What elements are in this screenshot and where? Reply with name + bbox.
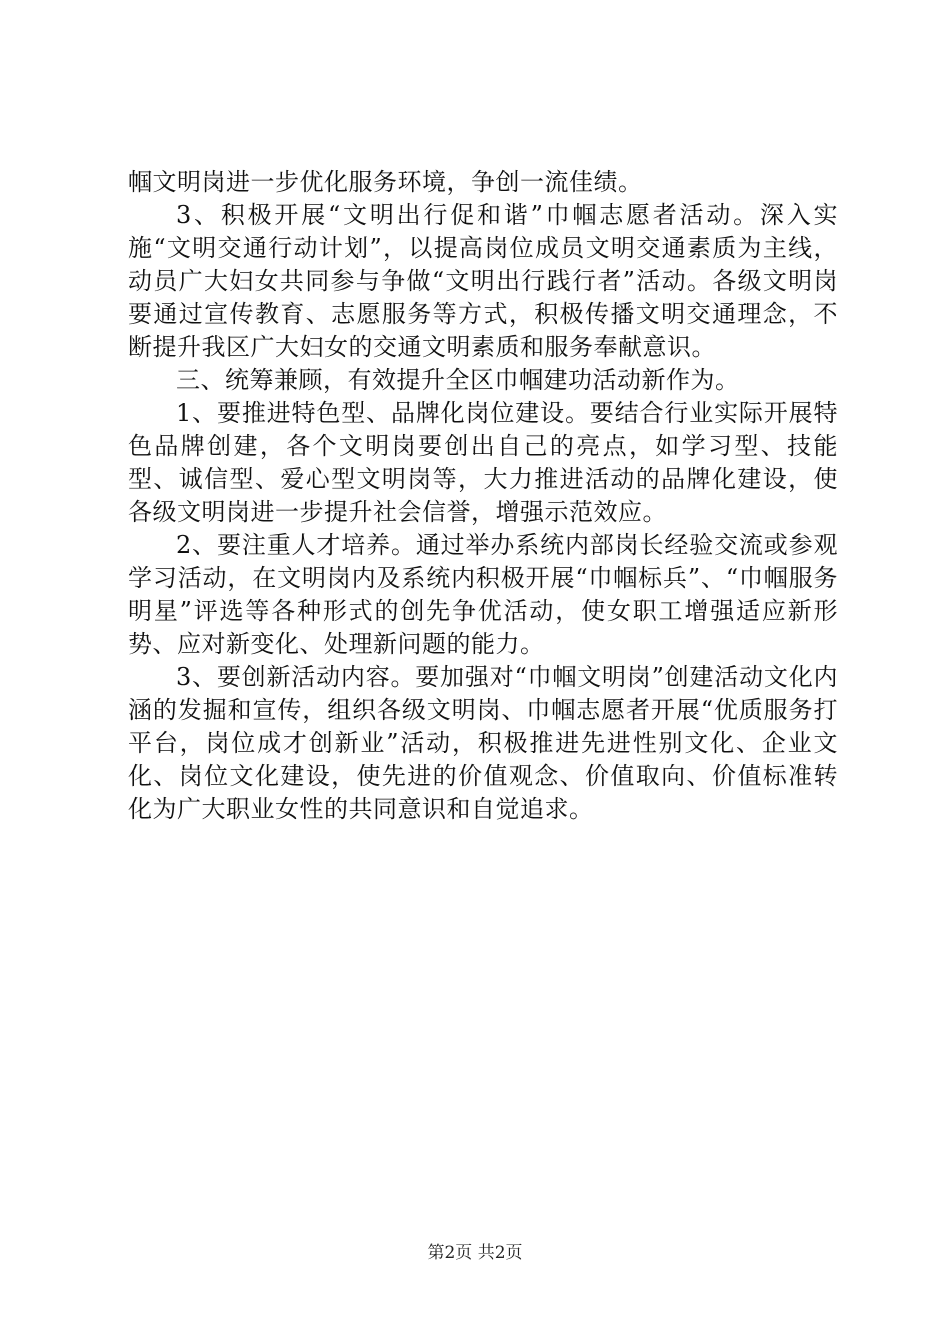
- page-footer: 第2页 共2页: [427, 1243, 523, 1263]
- paragraph-1: 帼文明岗进一步优化服务环境，争创一流佳绩。: [128, 168, 643, 196]
- paragraph-6: 3、要创新活动内容。要加强对“巾帼文明岗”创建活动文化内涵的发掘和宣传，组织各级文明岗、巾帼志愿者开展“优质服务打平台，岗位成才创新业”活动，积极推进先进性别文化、企业文化、岗位文化建设，使先进的价值观念、价值取向、价值标准转化为广大职业女性的共同意识和自觉追求。: [128, 663, 838, 823]
- paragraph-5: 2、要注重人才培养。通过举办系统内部岗长经验交流或参观学习活动，在文明岗内及系统内积极开展“巾帼标兵”、“巾帼服务明星”评选等各种形式的创先争优活动，使女职工增强适应新形势、应对新变化、处理新问题的能力。: [128, 531, 838, 658]
- section-heading-3: 三、统筹兼顾，有效提升全区巾帼建功活动新作为。: [176, 366, 740, 394]
- document-body: [128, 166, 838, 826]
- paragraph-4: 1、要推进特色型、品牌化岗位建设。要结合行业实际开展特色品牌创建，各个文明岗要创出自己的亮点，如学习型、技能型、诚信型、爱心型文明岗等，大力推进活动的品牌化建设，使各级文明岗进一步提升社会信誉，增强示范效应。: [128, 399, 838, 526]
- paragraph-2: 3、积极开展“文明出行促和谐”巾帼志愿者活动。深入实施“文明交通行动计划”，以提高岗位成员文明交通素质为主线，动员广大妇女共同参与争做“文明出行践行者”活动。各级文明岗要通过宣传教育、志愿服务等方式，积极传播文明交通理念，不断提升我区广大妇女的交通文明素质和服务奉献意识。: [128, 201, 838, 361]
